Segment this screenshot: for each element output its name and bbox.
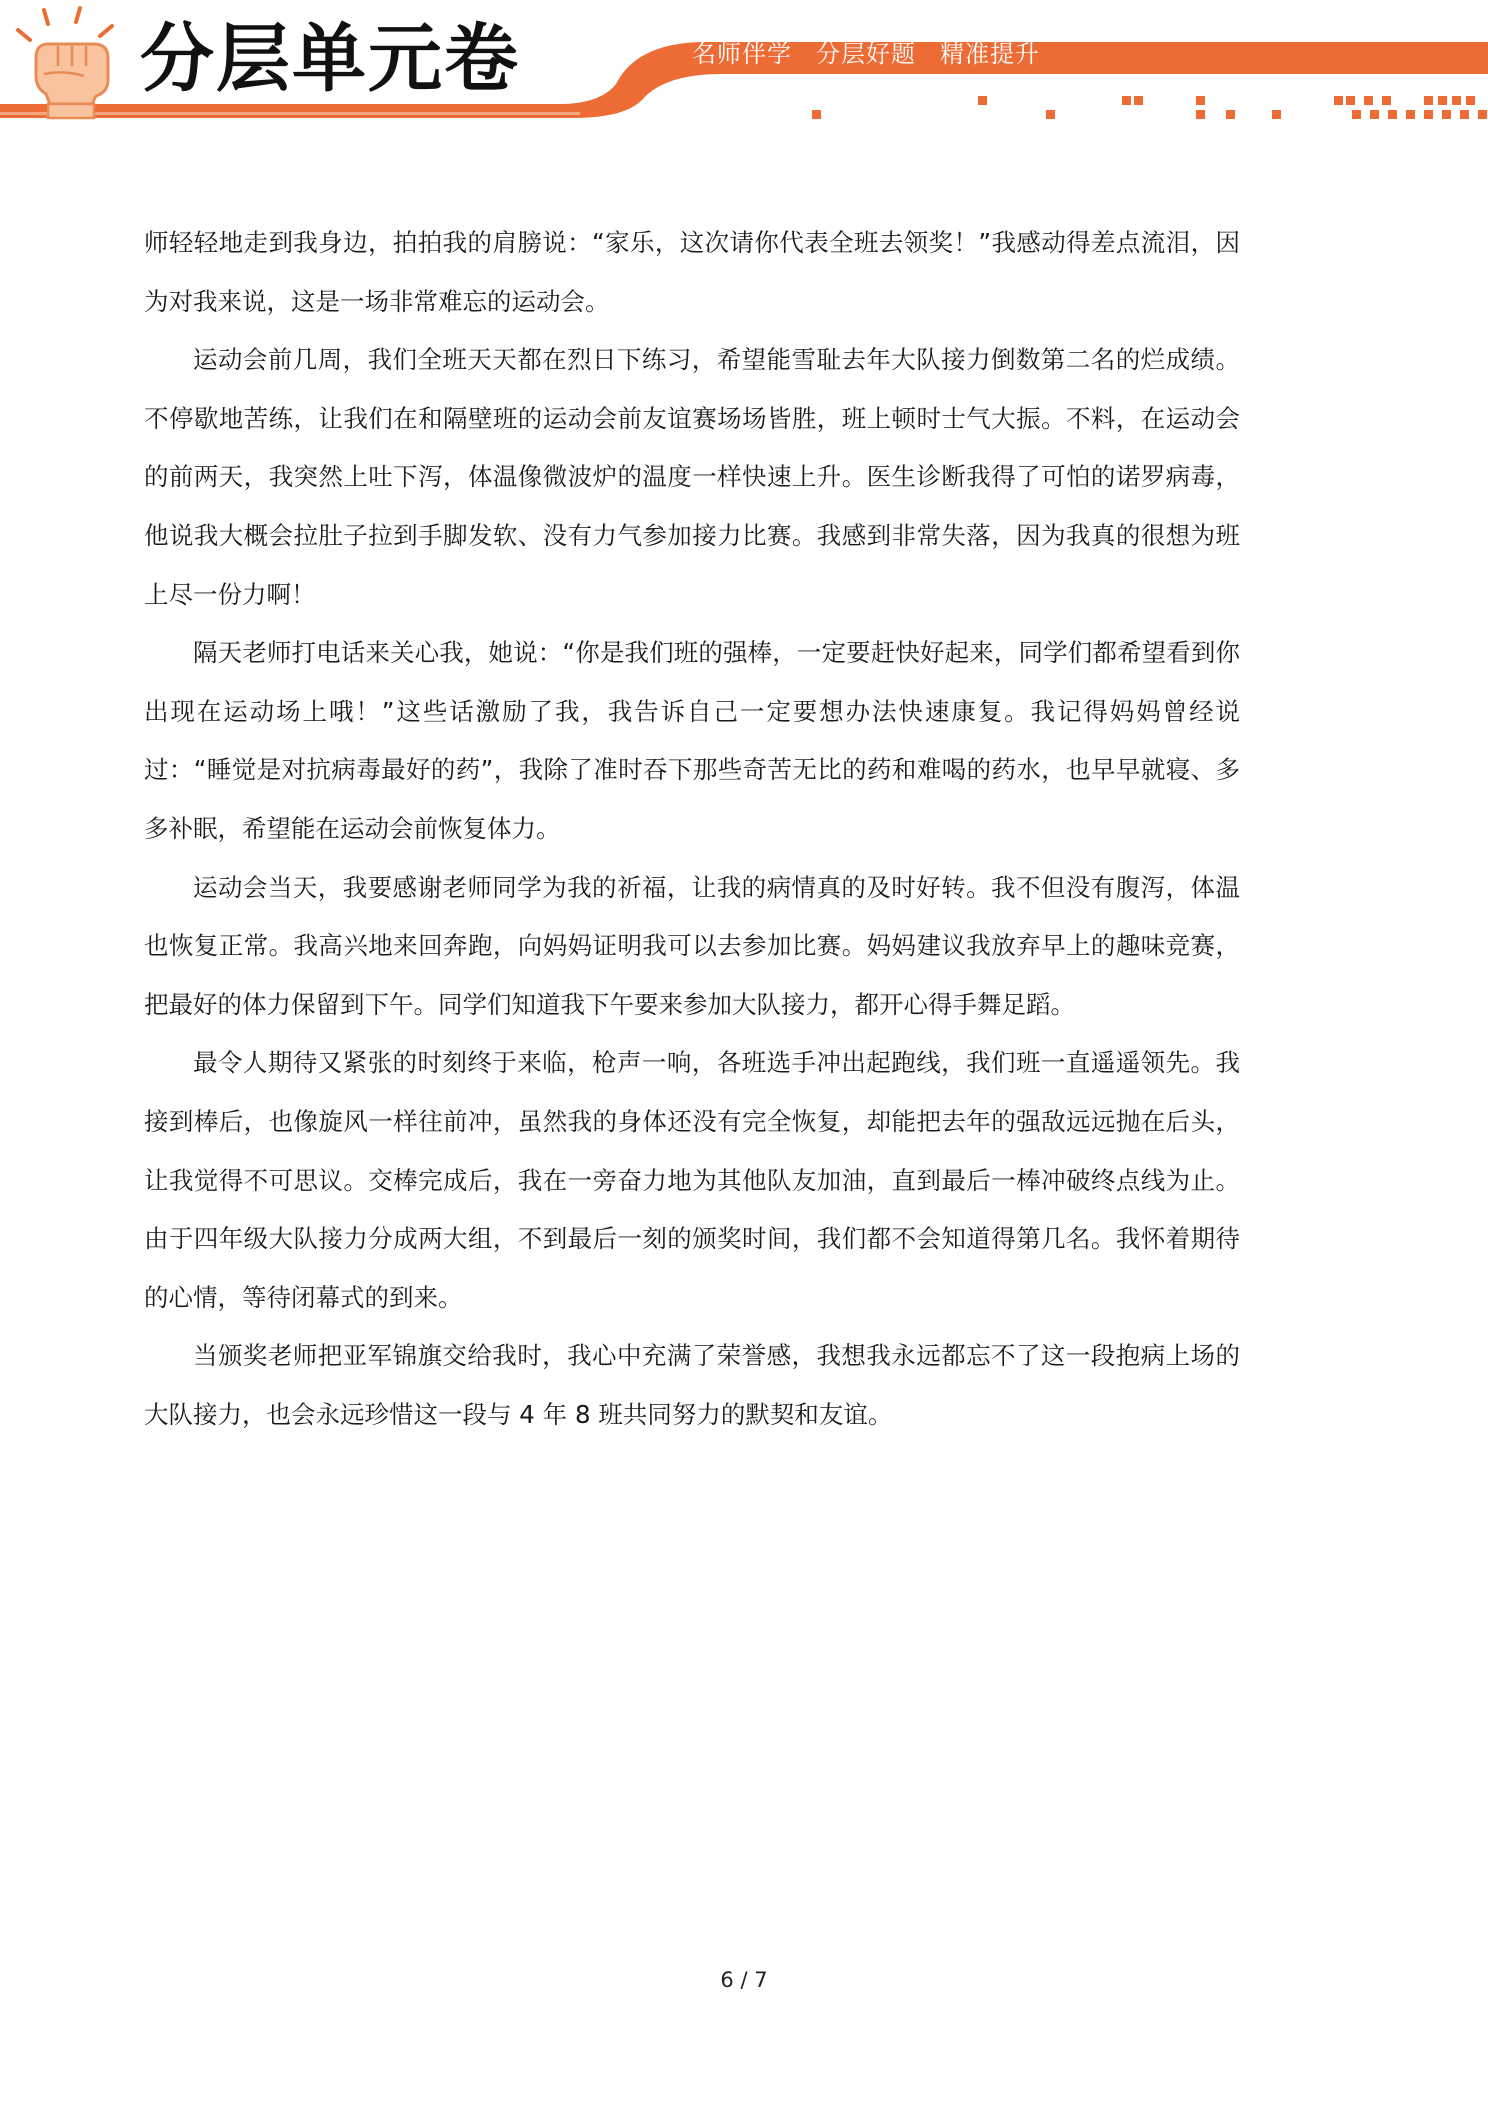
paragraph: 运动会前几周，我们全班天天都在烈日下练习，希望能雪耻去年大队接力倒数第二名的烂成绩。不停歇地苦练，让我们在和隔壁班的运动会前友谊赛场场皆胜，班上顿时士气大振。不料，在运动会的前两天，我突然上吐下泻，体温像微波炉的温度一样快速上升。医生诊断我得了可怕的诺罗病毒，他说我大概会拉肚子拉到手脚发软、没有力气参加接力比赛。我感到非常失落，因为我真的很想为班上尽一份力啊！: [144, 345, 1240, 609]
header-slogan: [692, 42, 1064, 66]
page-number: 6 / 7: [720, 1968, 768, 1992]
paragraph: 师轻轻地走到我身边，拍拍我的肩膀说：“家乐，这次请你代表全班去领奖！”我感动得差点流泪，因为对我来说，这是一场非常难忘的运动会。: [144, 228, 1240, 316]
slogan-item: 名师伴学: [692, 40, 792, 68]
paragraph: 隔天老师打电话来关心我，她说：“你是我们班的强棒，一定要赶快好起来，同学们都希望看到你出现在运动场上哦！”这些话激励了我，我告诉自己一定要想办法快速康复。我记得妈妈曾经说过：“睡觉是对抗病毒最好的药”，我除了准时吞下那些奇苦无比的药和难喝的药水，也早早就寝、多多补眠，希望能在运动会前恢复体力。: [144, 638, 1240, 843]
paragraph: 运动会当天，我要感谢老师同学为我的祈福，让我的病情真的及时好转。我不但没有腹泻，体温也恢复正常。我高兴地来回奔跑，向妈妈证明我可以去参加比赛。妈妈建议我放弃早上的趣味竞赛，把最好的体力保留到下午。同学们知道我下午要来参加大队接力，都开心得手舞足蹈。: [144, 872, 1240, 1019]
paragraph: 当颁奖老师把亚军锦旗交给我时，我心中充满了荣誉感，我想我永远都忘不了这一段抱病上场的大队接力，也会永远珍惜这一段与 4 年 8 班共同努力的默契和友谊。: [144, 1341, 1240, 1429]
article-body: [144, 214, 1240, 1444]
raised-fist-icon: [18, 8, 112, 118]
header-dot-pattern: [812, 96, 1487, 119]
brand-title: 分层单元卷: [140, 16, 520, 102]
paragraph: 最令人期待又紧张的时刻终于来临，枪声一响，各班选手冲出起跑线，我们班一直遥遥领先。我接到棒后，也像旋风一样往前冲，虽然我的身体还没有完全恢复，却能把去年的强敌远远抛在后头，让我觉得不可思议。交棒完成后，我在一旁奋力地为其他队友加油，直到最后一棒冲破终点线为止。由于四年级大队接力分成两大组，不到最后一刻的颁奖时间，我们都不会知道得第几名。我怀着期待的心情，等待闭幕式的到来。: [144, 1048, 1240, 1312]
page-header: [0, 0, 1488, 130]
slogan-item: 精准提升: [940, 40, 1040, 68]
slogan-item: 分层好题: [816, 40, 916, 68]
